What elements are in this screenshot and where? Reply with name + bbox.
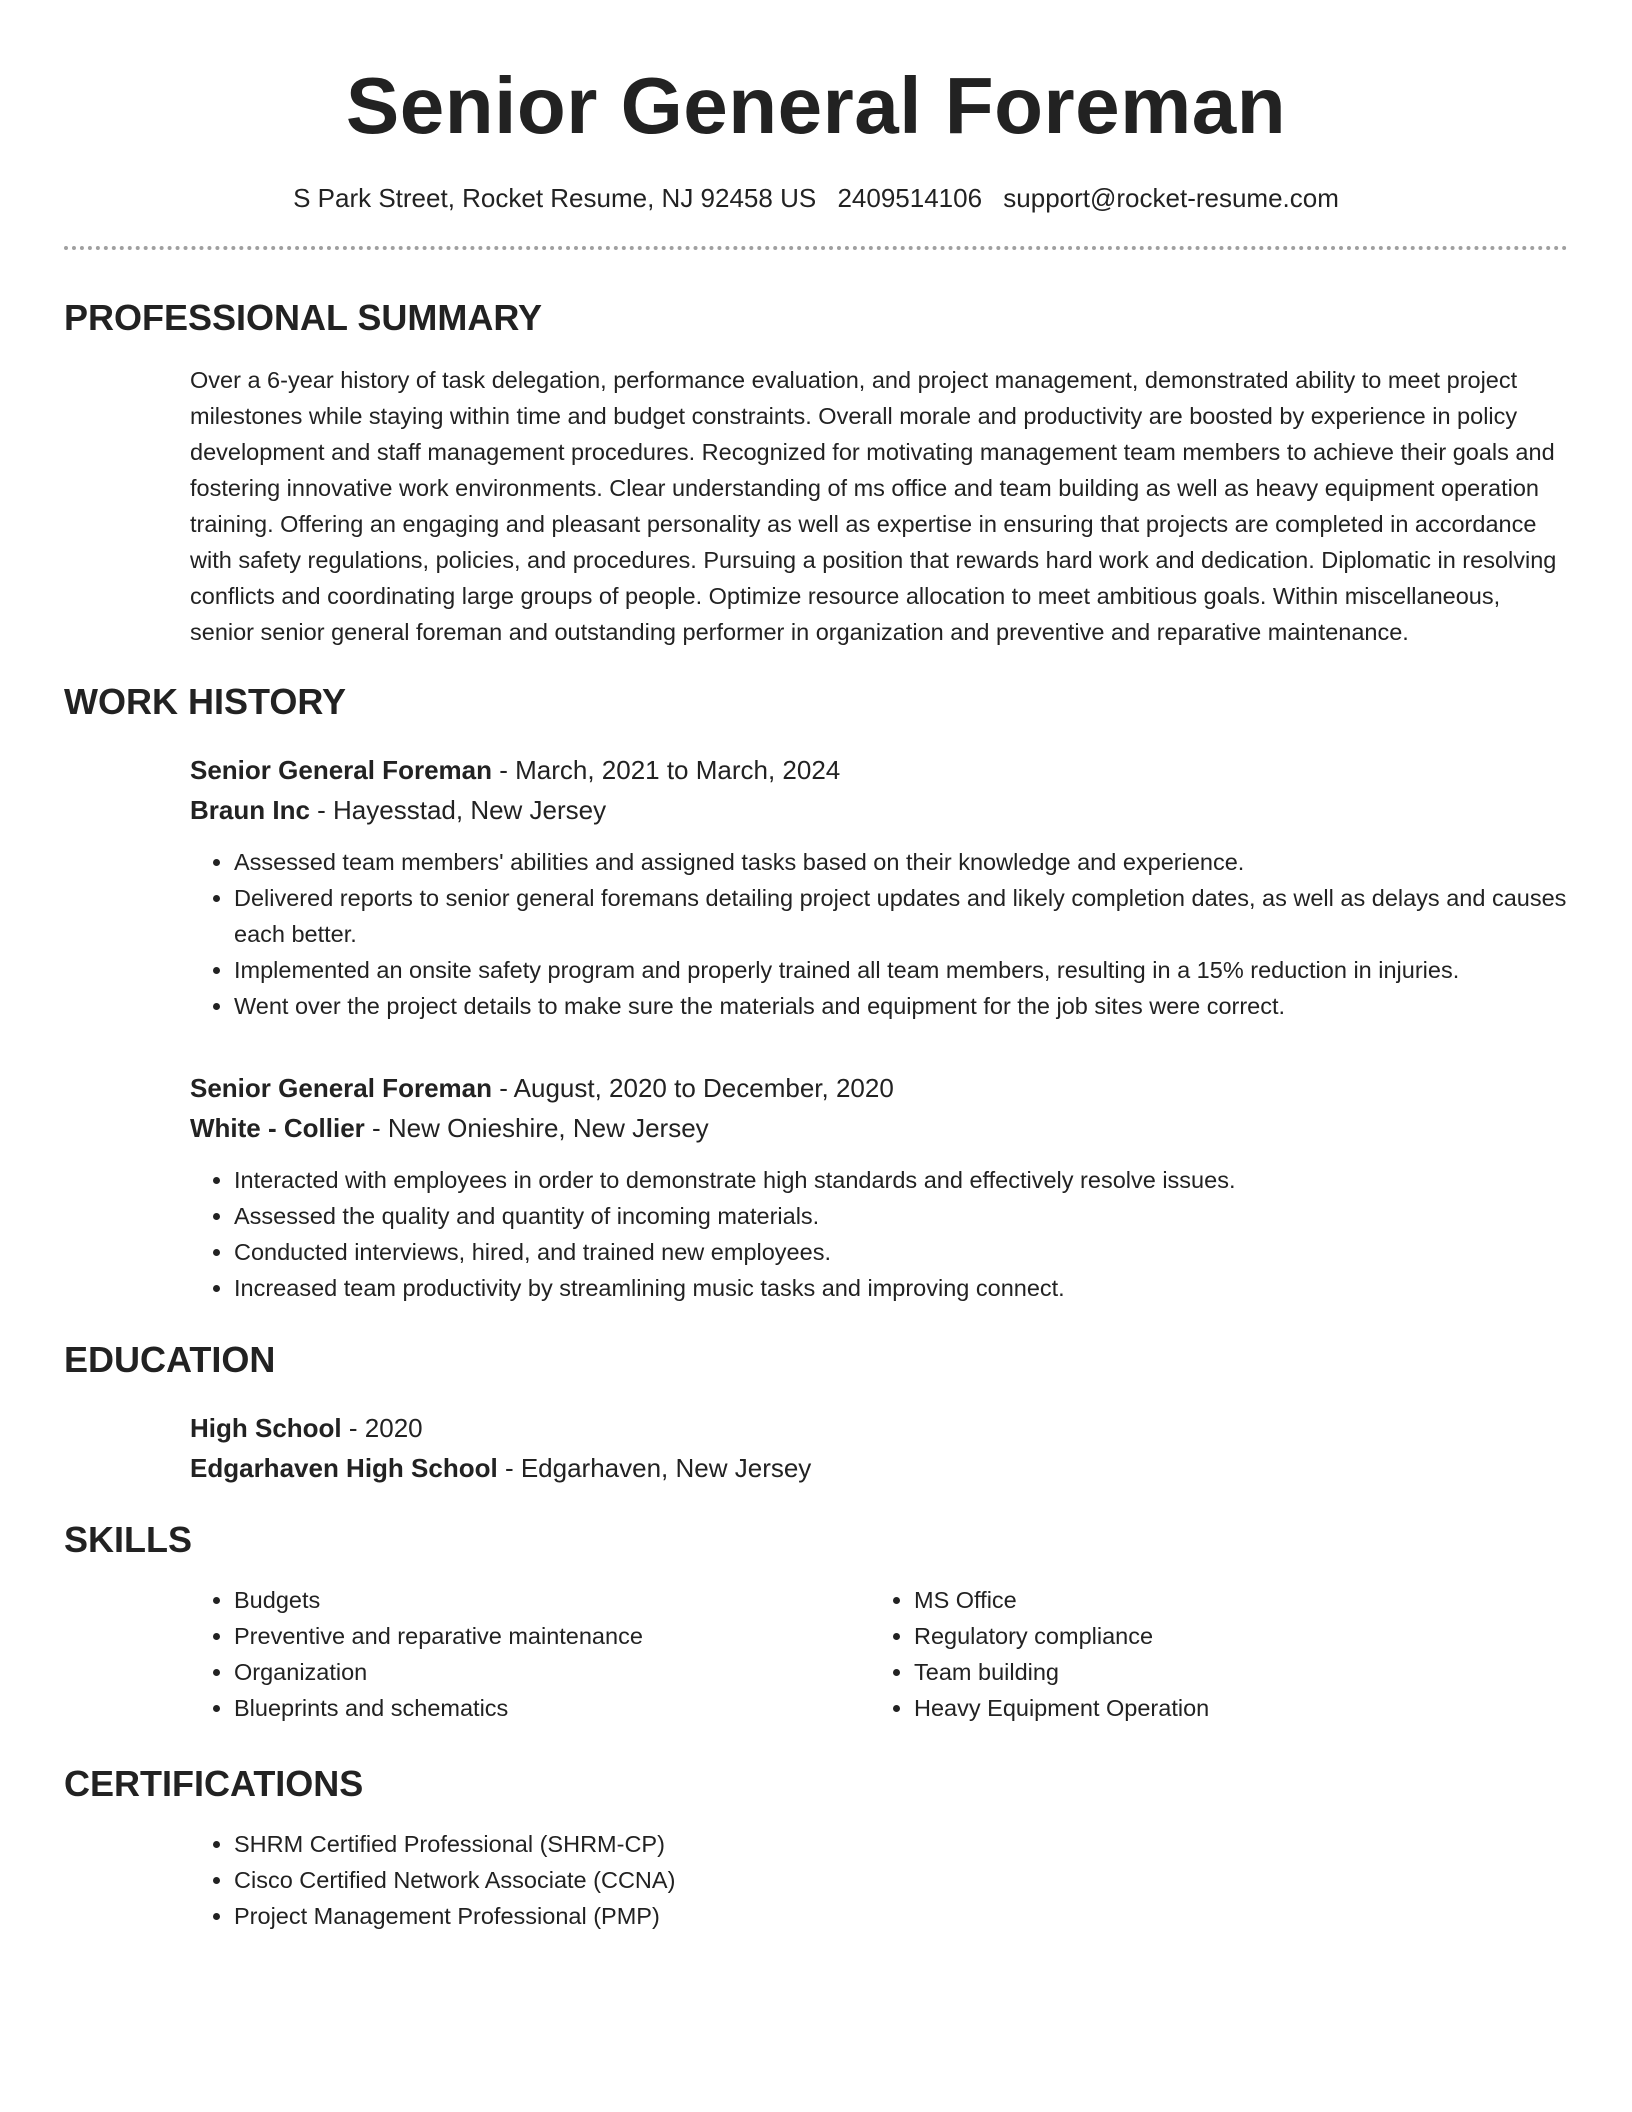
list-item: • Increased team productivity by streamlining music tasks and improving connect.: [234, 1270, 1568, 1306]
job-location: - New Onieshire, New Jersey: [364, 1113, 709, 1143]
education-heading: EDUCATION: [64, 1339, 276, 1380]
education-degree: High School: [190, 1413, 342, 1443]
skills-columns: [190, 1582, 1568, 1726]
job-dates: - August, 2020 to December, 2020: [491, 1073, 894, 1103]
list-item: • Project Management Professional (PMP): [234, 1898, 1568, 1934]
job-entry: [190, 750, 1568, 1024]
list-item: • Team building: [914, 1654, 1550, 1690]
list-item: • SHRM Certified Professional (SHRM-CP): [234, 1826, 1568, 1862]
list-item: • Implemented an onsite safety program and properly trained all team members, resulting in a 15% reduction in injuries.: [234, 952, 1568, 988]
list-item: • Assessed the quality and quantity of incoming materials.: [234, 1198, 1568, 1234]
job-company: Braun Inc: [190, 795, 310, 825]
list-item: • Went over the project details to make sure the materials and equipment for the job sites were correct.: [234, 988, 1568, 1024]
candidate-name: Senior General Foreman: [345, 61, 1287, 150]
list-item: • Interacted with employees in order to demonstrate high standards and effectively resolve issues.: [234, 1162, 1568, 1198]
contact-line: [64, 180, 1568, 216]
job-company-line: [190, 790, 1568, 830]
list-item: • Cisco Certified Network Associate (CCNA): [234, 1862, 1568, 1898]
list-item: • Organization: [234, 1654, 870, 1690]
job-company-line: [190, 1108, 1568, 1148]
job-company: White - Collier: [190, 1113, 365, 1143]
education-school-line: [190, 1448, 1568, 1488]
list-item: • Preventive and reparative maintenance: [234, 1618, 870, 1654]
job-entry: [190, 1068, 1568, 1306]
list-item: • Conducted interviews, hired, and trained new employees.: [234, 1234, 1568, 1270]
list-item: • MS Office: [914, 1582, 1550, 1618]
job-role-line: [190, 750, 1568, 790]
job-role: Senior General Foreman: [190, 1073, 492, 1103]
job-bullets: [190, 844, 1568, 1024]
job-location: - Hayesstad, New Jersey: [309, 795, 607, 825]
job-bullets: [190, 1162, 1568, 1306]
header-divider: [64, 246, 1568, 250]
job-dates: - March, 2021 to March, 2024: [491, 755, 841, 785]
job-role-line: [190, 1068, 1568, 1108]
certifications-heading: CERTIFICATIONS: [64, 1763, 364, 1804]
work-history-heading: WORK HISTORY: [64, 681, 347, 722]
skills-right-list: [870, 1582, 1550, 1726]
job-role: Senior General Foreman: [190, 755, 492, 785]
education-year: - 2020: [341, 1413, 423, 1443]
contact-email: support@rocket-resume.com: [1003, 183, 1339, 213]
education-location: - Edgarhaven, New Jersey: [497, 1453, 812, 1483]
education-entry: [190, 1408, 1568, 1488]
contact-phone: 2409514106: [837, 183, 983, 213]
skills-heading: SKILLS: [64, 1519, 193, 1560]
summary-text: Over a 6-year history of task delegation, performance evaluation, and project management, demonstrated ability to meet project milestones while staying within time and budget constraints. Overall morale and productivity are boosted by experience in policy development and staff management procedures. Recognized for motivating management team members to achieve their goals and fostering innovative work environments. Clear understanding of ms office and team building as well as heavy equipment operation training. Offering an engaging and pleasant personality as well as expertise in ensuring that projects are completed in accordance with safety regulations, policies, and procedures. Pursuing a position that rewards hard work and dedication. Diplomatic in resolving conflicts and coordinating large groups of people. Optimize resource allocation to meet ambitious goals. Within miscellaneous, senior senior general foreman and outstanding performer in organization and preventive and reparative maintenance.: [190, 367, 1557, 645]
certifications-list: [190, 1826, 1568, 1934]
certifications-block: [190, 1826, 1568, 1934]
education-school: Edgarhaven High School: [190, 1453, 498, 1483]
skills-left-list: [190, 1582, 870, 1726]
list-item: • Delivered reports to senior general foremans detailing project updates and likely completion dates, as well as delays and causes each better.: [234, 880, 1568, 952]
list-item: • Assessed team members' abilities and assigned tasks based on their knowledge and experience.: [234, 844, 1568, 880]
summary-heading: PROFESSIONAL SUMMARY: [64, 297, 543, 338]
contact-address: S Park Street, Rocket Resume, NJ 92458 US: [293, 183, 817, 213]
list-item: • Budgets: [234, 1582, 870, 1618]
list-item: • Regulatory compliance: [914, 1618, 1550, 1654]
list-item: • Blueprints and schematics: [234, 1690, 870, 1726]
list-item: • Heavy Equipment Operation: [914, 1690, 1550, 1726]
resume-page: [64, 0, 1568, 1934]
education-degree-line: [190, 1408, 1568, 1448]
